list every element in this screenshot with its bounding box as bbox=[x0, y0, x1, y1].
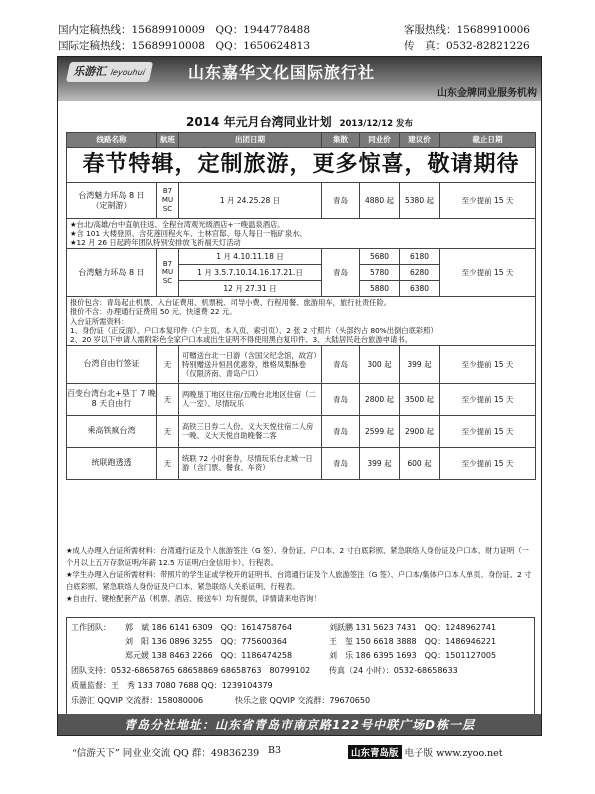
footer-website: 电子版 www.zyoo.net bbox=[404, 748, 503, 759]
tour-table bbox=[66, 132, 536, 480]
company-subtitle: 山东金牌同业服务机构 bbox=[437, 88, 537, 99]
contact-panel bbox=[66, 617, 535, 715]
header-peer-price: 同业价 bbox=[360, 133, 400, 148]
contact-person: 刘 乐 186 6395 1693 QQ：1501127005 bbox=[329, 651, 497, 660]
header-banner bbox=[58, 57, 541, 101]
table-row: 百变台湾台北+垦丁 7 晚 8 天自由行 无 两晚垦丁地区住宿/五晚台北地区住宿（二人一室）、尽情玩乐 青岛 2800 起 3500 起 至少提前 15 天 bbox=[67, 383, 536, 415]
header-deadline: 截止日期 bbox=[440, 133, 536, 148]
company-name: 山东嘉华文化国际旅行社 bbox=[188, 63, 376, 82]
price-notes: 报价包含：青岛起止机票、入台证费用、机票税、司导小费、行程用餐、旅游用车，旅行社责任险。 报价不含：办理通行证费用 50 元、快速费 22 元。 入台证所需资料： 1、身份证（正反面）、户口本复印件（户主页、本人页、索引页）、2 张 2 寸照片（头部约占 80%出倒白底彩照） 2、20 岁以下申请人需附彩色全家户口本或出生证明不得使用黑白复印件、3、大陆居民赴台旅游申请书。 bbox=[67, 297, 536, 346]
qq-group-1: 乐游汇 QQVIP 交流群：158080006 bbox=[71, 696, 204, 705]
quality-supervision: 质量监督：王 秀 133 7080 7688 QQ：1239104379 bbox=[71, 681, 273, 690]
table-row: 统联跑透透 无 统联 72 小时套券，尽情玩乐台北城一日游（含门票、餐食、车资） 青岛 399 起 600 起 至少提前 15 天 bbox=[67, 447, 536, 479]
footer-qq-group: “信游天下” 同业业交流 QQ 群：49836239 bbox=[72, 748, 260, 759]
brand-logo: 乐游汇 leyouhui bbox=[66, 62, 153, 82]
contact-person: 郑元媛 138 8463 2266 QQ：1186474258 bbox=[125, 651, 293, 660]
table-row: 台湾魅力环岛 8 日 （定制游） B7 MU SC 1 月 24.25.28 日 青岛 4880 起 5380 起 至少提前 15 天 bbox=[67, 183, 536, 219]
paper-logo: 山东青岛版 bbox=[348, 745, 402, 759]
slogan: 春节特辑，定制旅游，更多惊喜，敬请期待 bbox=[67, 148, 536, 183]
domestic-hotline: 国内定稿热线：15689910009 QQ：1944778488 bbox=[58, 24, 311, 36]
page-number: B3 bbox=[268, 745, 282, 756]
footer-paper bbox=[348, 745, 503, 759]
table-row: 台湾自由行签证 无 可赠送台北一日游（含国父纪念馆，故宫）特别赠送升恒昌优惠券，维格凤梨酥卷（仅限济南、青岛户口） 青岛 300 起 399 起 至少提前 15 天 bbox=[67, 345, 536, 383]
contact-person: 刘跃鹏 131 5623 7431 QQ：1248962741 bbox=[329, 623, 497, 632]
application-info: ★成人办理入台证所需材料：台湾通行证及个人旅游签注（G 签）、身份证、户口本、2 寸白底彩照、紧急联络人身份证及户口本、财力证明（一个月以上五万存款证明/年薪 12.5 万证明/白金信用卡）、行程表。 ★学生办理入台证所需材料：带照片的学生证或学校开的证明书、台湾通行证及个人旅游签注（G 签）、户口本/集体户口本人单页、身份证、2 寸白底彩照、紧急联络人身份证及户口本、紧急联络人关系证明、行程表。 ★自由行、键枪配套产品（机票、酒店、接送车）均有提供，详情请来电咨询！ bbox=[66, 546, 532, 603]
table-row: 12 月 27.31 日 5880 6380 bbox=[67, 281, 536, 297]
international-hotline: 国际定稿热线：15689910008 QQ：1650624813 bbox=[58, 40, 311, 52]
service-hotline: 客服热线：15689910006 bbox=[404, 24, 530, 36]
header-city: 集散 bbox=[322, 133, 360, 148]
contact-person: 郭 斌 186 6141 6309 QQ：1614758764 bbox=[125, 623, 293, 632]
fax-number: 传 真：0532-82821226 bbox=[404, 40, 530, 52]
header-route: 线路名称 bbox=[67, 133, 157, 148]
team-support: 团队支持：0532-68658765 68658869 68658763 80799102 bbox=[71, 666, 311, 675]
table-row: 1 月 3.5.7.10.14.16.17.21.日 5780 6280 bbox=[67, 265, 536, 281]
branch-address-bar: 青岛分社地址：山东省青岛市南京路122号中联广场D栋一层 bbox=[58, 714, 541, 736]
advertisement-page bbox=[57, 56, 542, 736]
table-row: 台湾魅力环岛 8 日 B7 MU SC 1 月 4.10.11.18 日 青岛 5680 6180 至少提前 15 天 bbox=[67, 249, 536, 265]
header-flight: 航班 bbox=[157, 133, 179, 148]
route-notes: ★台北/高雄/台中直航往返、全程台湾观光级酒店+一晚温泉酒店。 ★含 101 大楼登顶、含花莲回程火车、士林官邸、每人每日一瓶矿泉水、 ★12 月 26 日起跨年团队特别安排放飞祈福天灯活动 bbox=[67, 219, 536, 249]
team-label: 工作团队： bbox=[71, 623, 111, 632]
contact-person: 刘 阳 136 0896 3255 QQ：775600364 bbox=[125, 637, 288, 646]
plan-title: 2014 年元月台湾同业计划 2013/12/12 发布 bbox=[186, 115, 414, 129]
contact-person: 王 玺 150 6618 3888 QQ：1486946221 bbox=[329, 637, 497, 646]
header-date: 出团日期 bbox=[179, 133, 322, 148]
header-suggest-price: 建议价 bbox=[400, 133, 440, 148]
fax-24h: 传真（24 小时）：0532-68658633 bbox=[329, 666, 458, 675]
plan-date: 2013/12/12 发布 bbox=[339, 119, 414, 129]
table-header-row bbox=[67, 133, 536, 148]
qq-group-2: 快乐之旅 QQVIP 交流群：79670650 bbox=[235, 696, 371, 705]
table-row: 乘高铁疯台湾 无 高铁三日券二人份、义大天悦住宿二人房一晚、义大天悦自助晚餐二客 青岛 2599 起 2900 起 至少提前 15 天 bbox=[67, 415, 536, 447]
